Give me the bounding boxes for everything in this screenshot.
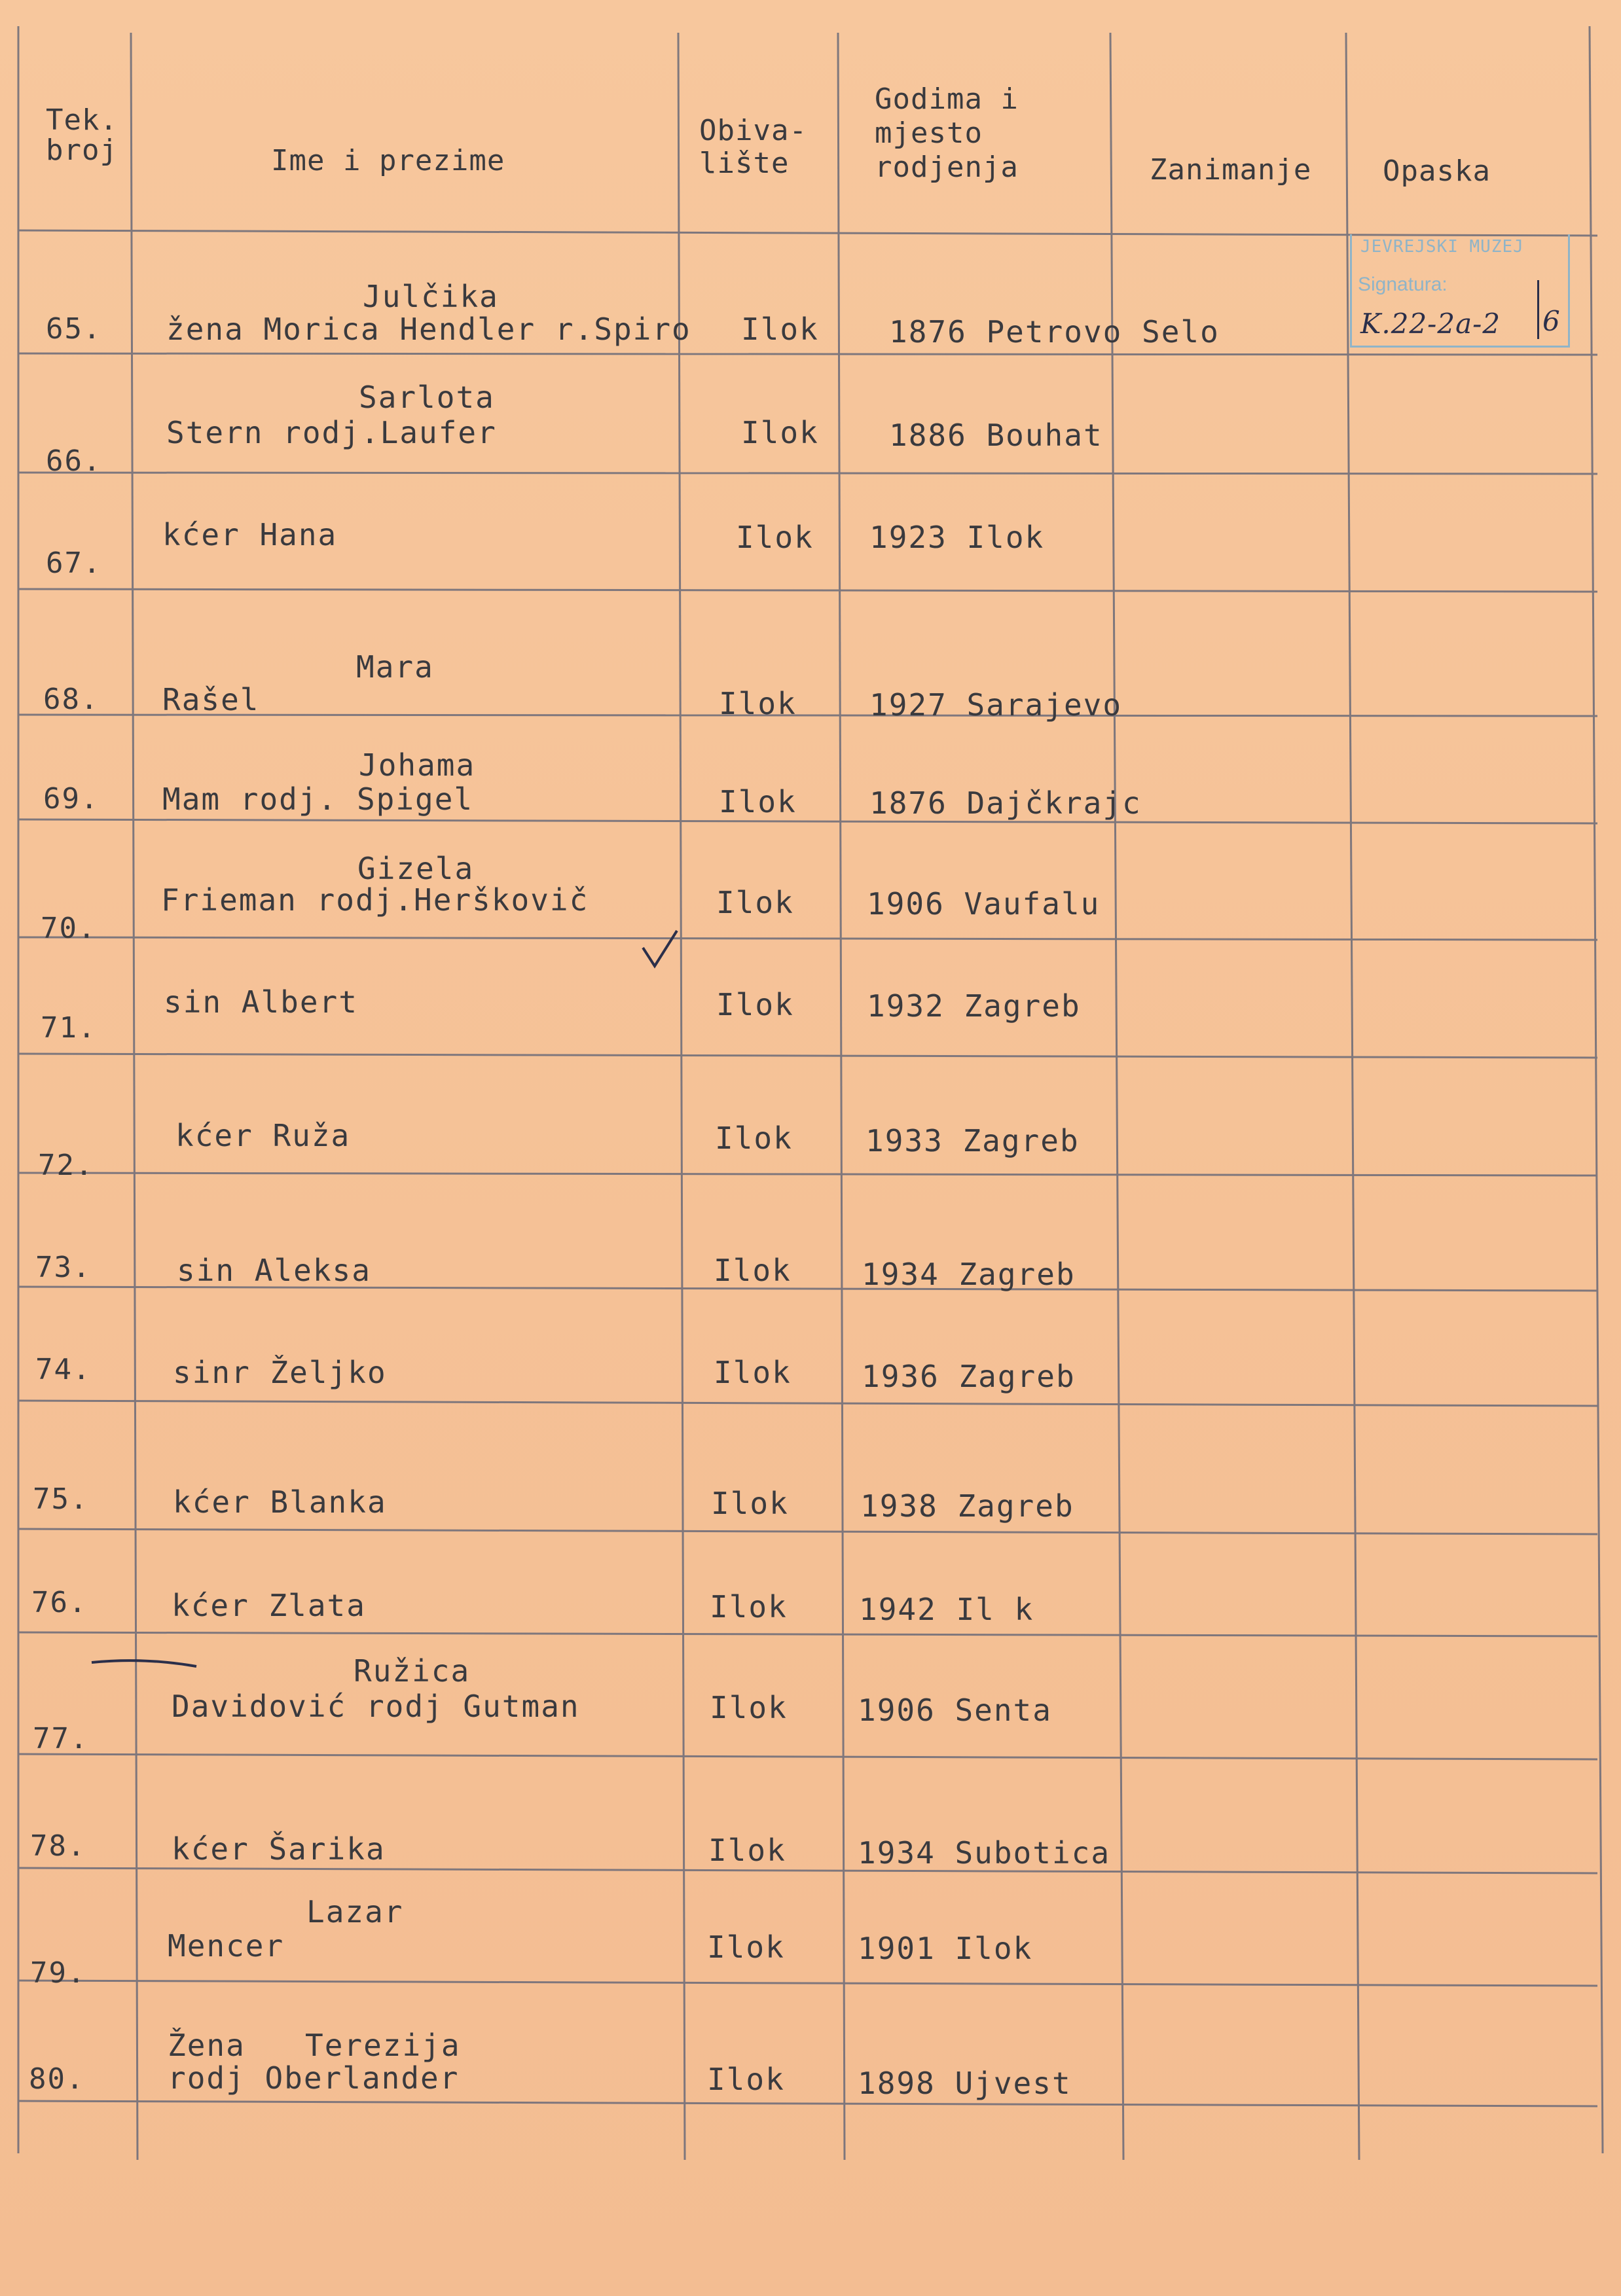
row-73-name: sin Aleksa (177, 1253, 371, 1288)
grid-hline (18, 937, 1597, 940)
row-65-birth: 1876 Petrovo Selo (889, 314, 1220, 350)
pen-stroke-icon (92, 1660, 196, 1666)
grid-hline (18, 1981, 1597, 1986)
row-78-number: 78. (30, 1829, 86, 1863)
row-71-birth: 1932 Zagreb (867, 988, 1081, 1024)
header-obivaliste-2: lište (699, 147, 790, 180)
grid-hline (18, 1868, 1597, 1873)
row-70-birth: 1906 Vaufalu (867, 886, 1101, 922)
header-godina-1: Godima i (875, 82, 1019, 116)
row-80-first-name: Terezija (305, 2028, 461, 2063)
row-68-birth: 1927 Sarajevo (869, 687, 1123, 723)
row-80-name: rodj Oberlander (168, 2060, 460, 2096)
row-70-name: Frieman rodj.Herškovič (161, 882, 589, 918)
row-76-place: Ilok (710, 1589, 788, 1624)
grid-hline (18, 589, 1597, 592)
row-67-birth: 1923 Ilok (869, 520, 1045, 555)
row-67-place: Ilok (736, 520, 814, 555)
row-67-number: 67. (46, 547, 102, 580)
row-75-number: 75. (33, 1482, 89, 1516)
row-75-name: kćer Blanka (173, 1484, 387, 1520)
row-79-number: 79. (30, 1956, 86, 1990)
row-66-first-name: Sarlota (359, 380, 495, 415)
row-79-place: Ilok (707, 1929, 785, 1965)
grid-hline (18, 1401, 1597, 1406)
row-69-first-name: Johama (359, 747, 476, 783)
stamp-signature-value: K.22-2a-2 (1360, 308, 1501, 340)
header-ime-prezime: Ime i prezime (271, 144, 505, 177)
row-78-name: kćer Šarika (172, 1831, 386, 1867)
row-78-birth: 1934 Subotica (858, 1835, 1111, 1871)
grid-vline (1110, 33, 1123, 2160)
row-71-name: sin Albert (164, 984, 358, 1020)
grid-vline (838, 33, 845, 2160)
row-79-birth: 1901 Ilok (858, 1931, 1033, 1966)
grid-hline (18, 353, 1597, 355)
row-77-place: Ilok (710, 1690, 788, 1725)
row-75-birth: 1938 Zagreb (860, 1488, 1074, 1524)
header-zanimanje: Zanimanje (1150, 153, 1312, 187)
row-76-name: kćer Zlata (172, 1588, 366, 1623)
row-70-first-name: Gizela (357, 851, 475, 886)
grid-hline (18, 2101, 1597, 2106)
row-69-birth: 1876 Dajčkrajc (869, 785, 1142, 821)
row-67-name: kćer Hana (162, 517, 338, 552)
grid-hline (18, 819, 1597, 823)
row-70-place: Ilok (716, 885, 794, 920)
row-71-number: 71. (41, 1011, 97, 1045)
row-65-first-name: Julčika (363, 279, 499, 314)
grid-vline (678, 33, 685, 2160)
row-72-birth: 1933 Zagreb (865, 1123, 1080, 1158)
row-74-place: Ilok (714, 1355, 792, 1390)
row-70-number: 70. (41, 912, 97, 945)
row-66-birth: 1886 Bouhat (889, 418, 1103, 453)
header-godina-3: rodjenja (875, 151, 1019, 184)
row-77-birth: 1906 Senta (858, 1693, 1052, 1728)
row-80-prefix: Žena (168, 2028, 246, 2063)
row-74-birth: 1936 Zagreb (862, 1359, 1076, 1394)
grid-hline (18, 1754, 1597, 1759)
row-68-place: Ilok (719, 686, 797, 721)
row-74-number: 74. (35, 1353, 92, 1386)
row-73-birth: 1934 Zagreb (862, 1257, 1076, 1292)
header-obivaliste-1: Obiva- (699, 114, 807, 147)
grid-hline (18, 1173, 1597, 1175)
row-74-name: sinr Željko (173, 1355, 387, 1390)
row-66-name: Stern rodj.Laufer (166, 415, 497, 450)
row-72-place: Ilok (715, 1121, 793, 1156)
row-73-number: 73. (35, 1251, 92, 1284)
row-77-first-name: Ružica (354, 1653, 471, 1689)
stamp-signature-suffix: 6 (1542, 305, 1560, 337)
check-mark-icon (643, 931, 677, 966)
row-79-name: Mencer (168, 1928, 285, 1964)
header-godina-2: mjesto (875, 117, 983, 150)
row-75-place: Ilok (711, 1486, 789, 1521)
row-77-number: 77. (33, 1722, 89, 1755)
grid-hline (18, 1632, 1597, 1636)
row-66-place: Ilok (741, 415, 819, 450)
row-69-place: Ilok (719, 784, 797, 819)
row-80-number: 80. (29, 2062, 85, 2096)
grid-vline (131, 33, 137, 2160)
row-72-number: 72. (38, 1149, 94, 1182)
row-80-place: Ilok (707, 2062, 785, 2097)
row-78-place: Ilok (708, 1833, 786, 1868)
row-71-place: Ilok (716, 987, 794, 1022)
row-68-number: 68. (43, 683, 100, 716)
row-65-number: 65. (46, 312, 102, 346)
stamp-institution: JEVREJSKI MUZEJ (1360, 237, 1524, 257)
stamp-divider (1537, 280, 1539, 339)
row-77-name: Davidović rodj Gutman (172, 1689, 580, 1724)
grid-vline (1346, 33, 1359, 2160)
grid-hline (18, 1529, 1597, 1534)
row-68-first-name: Mara (356, 649, 434, 685)
row-65-name: žena Morica Hendler r.Spiro (166, 312, 691, 347)
row-72-name: kćer Ruža (175, 1118, 351, 1153)
row-76-birth: 1942 Il k (859, 1592, 1034, 1627)
row-69-name: Mam rodj. Spigel (162, 781, 474, 817)
header-tek-broj-2: broj (46, 134, 118, 167)
row-68-name: Rašel (162, 682, 260, 717)
grid-hline (18, 1054, 1597, 1058)
header-tek-broj-1: Tek. (46, 103, 118, 137)
row-66-number: 66. (46, 444, 102, 478)
stamp-label: Signatura: (1358, 274, 1448, 295)
row-80-birth: 1898 Ujvest (858, 2066, 1072, 2101)
row-76-number: 76. (31, 1586, 88, 1619)
grid-hline (18, 473, 1597, 474)
header-opaska: Opaska (1383, 154, 1491, 188)
row-79-first-name: Lazar (306, 1894, 404, 1929)
row-69-number: 69. (43, 782, 100, 816)
grid-vline (1590, 26, 1603, 2153)
row-65-place: Ilok (741, 312, 819, 347)
row-73-place: Ilok (714, 1253, 792, 1288)
